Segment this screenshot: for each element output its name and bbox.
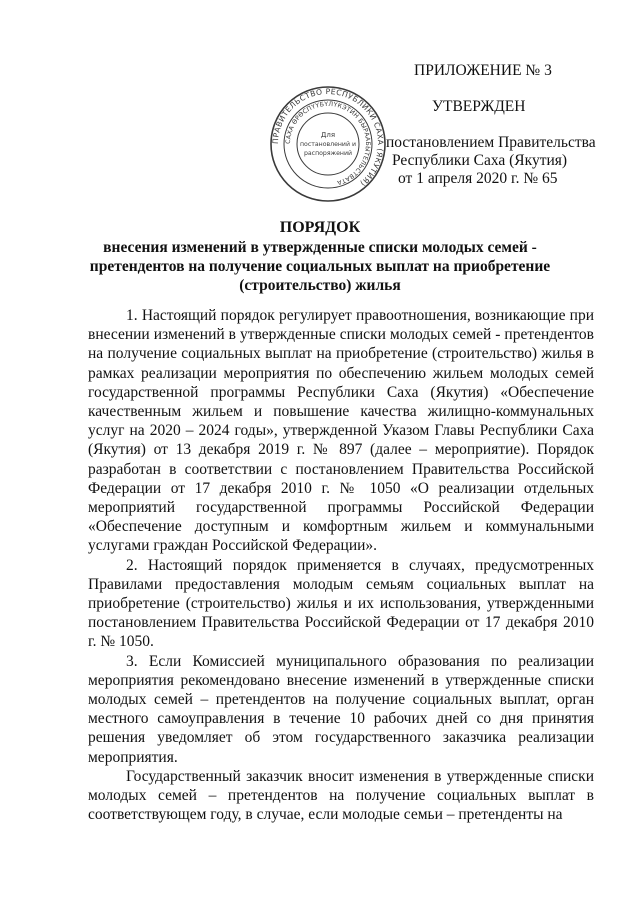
official-seal: [268, 84, 388, 204]
seal-center-line-3: распоряжений: [303, 150, 353, 157]
title-sub-2: претендентов на получение социальных выплат на приобретение: [89, 258, 551, 275]
document-title: [80, 218, 560, 295]
appendix-label: ПРИЛОЖЕНИЕ № 3: [414, 62, 552, 79]
document-body: [88, 306, 594, 824]
seal-outer-text: ПРАВИТЕЛЬСТВО РЕСПУБЛИКИ САХА (ЯКУТИЯ): [270, 86, 386, 189]
decree-line-3: от 1 апреля 2020 г. № 65: [398, 170, 558, 187]
seal-inner-text: САХА ӨРӨСПҮҮБҮЛҮКЭТИН БЫРААБЫТЕЛЬСТВАТА: [284, 100, 372, 186]
decree-line-1: постановлением Правительства: [386, 134, 596, 151]
title-sub-1: внесения изменений в утвержденные списки молодых семей -: [103, 239, 537, 256]
decree-line-2: Республики Саха (Якутия): [392, 152, 568, 169]
paragraph-1: 1. Настоящий порядок регулирует правоотношения, возникающие при внесении изменений в утвержденные списки молодых семей - претендентов на получение социальных выплат на приобретение (строительство) жилья в рамках реализации мероприятия по обеспечению жильем молодых семей государственной программы Республики Саха (Якутия) «Обеспечение качественным жильем и повышение качества жилищно-коммунальных услуг на 2020 – 2024 годы», утвержденной Указом Главы Республики Саха (Якутия) от 13 декабря 2019 г. № 897 (далее – мероприятие). Порядок разработан в соответствии с постановлением Правительства Российской Федерации от 17 декабря 2010 г. № 1050 «О реализации отдельных мероприятий государственной программы Российской Федерации «Обеспечение доступным и комфортным жильем и коммунальными услугами граждан Российской Федерации».: [88, 307, 594, 555]
paragraph-2: 2. Настоящий порядок применяется в случаях, предусмотренных Правилами предоставления молодым семьям социальных выплат на приобретение (строительство) жилья и их использования, утвержденными постановлением Правительства Российской Федерации от 17 декабря 2010 г. № 1050.: [88, 556, 594, 651]
seal-center-line-1: Для: [320, 131, 336, 139]
title-main: ПОРЯДОК: [279, 219, 361, 236]
paragraph-4: Государственный заказчик вносит изменения в утвержденные списки молодых семей – претендентов на получение социальных выплат в соответствующем году, в случае, если молодые семьи – претенденты на: [88, 767, 594, 824]
approved-label: УТВЕРЖДЕН: [432, 98, 526, 115]
title-sub-3: (строительство) жилья: [239, 277, 401, 294]
seal-center-line-2: постановлений и: [300, 141, 356, 148]
paragraph-3: 3. Если Комиссией муниципального образования по реализации мероприятия рекомендовано внесение изменений в утвержденные списки молодых семей – претендентов на получение социальных выплат, орган местного самоуправления в течение 10 рабочих дней со дня принятия решения уведомляет об этом государственного заказчика реализации мероприятия.: [88, 652, 594, 766]
